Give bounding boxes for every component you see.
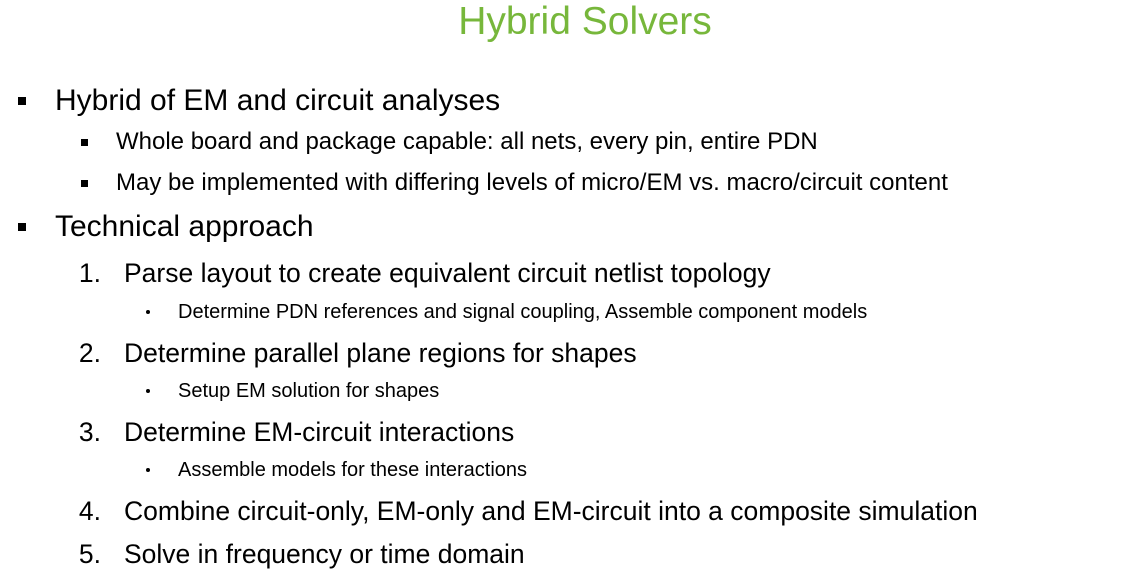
step-number: 4. — [78, 496, 101, 526]
bullet-text: Hybrid of EM and circuit analyses — [55, 84, 501, 117]
sub-bullet-square-icon — [81, 139, 88, 146]
sub-bullet-text: May be implemented with differing levels of micro/EM vs. macro/circuit content — [116, 169, 948, 196]
step-number: 3. — [78, 417, 101, 447]
step-detail: Setup EM solution for shapes — [178, 380, 440, 402]
bullet-square-icon — [18, 97, 26, 105]
step-text: Solve in frequency or time domain — [124, 539, 525, 569]
detail-dot-icon — [146, 468, 150, 472]
step-text: Determine parallel plane regions for shapes — [124, 338, 637, 368]
step-number: 1. — [78, 258, 101, 288]
step-number: 2. — [78, 338, 101, 368]
slide-title-text: Hybrid Solvers — [458, 0, 712, 43]
detail-dot-icon — [146, 310, 150, 314]
bullet-square-icon — [18, 223, 26, 231]
bullet-text: Technical approach — [55, 210, 314, 243]
step-detail: Determine PDN references and signal coupling, Assemble component models — [178, 301, 868, 323]
step-text: Determine EM-circuit interactions — [124, 417, 515, 447]
step-text: Combine circuit-only, EM-only and EM-circuit into a composite simulation — [124, 496, 978, 526]
detail-dot-icon — [146, 389, 150, 393]
step-text: Parse layout to create equivalent circuit netlist topology — [124, 258, 771, 288]
sub-bullet-square-icon — [81, 180, 88, 187]
step-number: 5. — [78, 539, 101, 569]
sub-bullet-text: Whole board and package capable: all nets, every pin, entire PDN — [116, 128, 818, 155]
step-detail: Assemble models for these interactions — [178, 459, 528, 481]
slide-title — [0, 0, 1124, 44]
